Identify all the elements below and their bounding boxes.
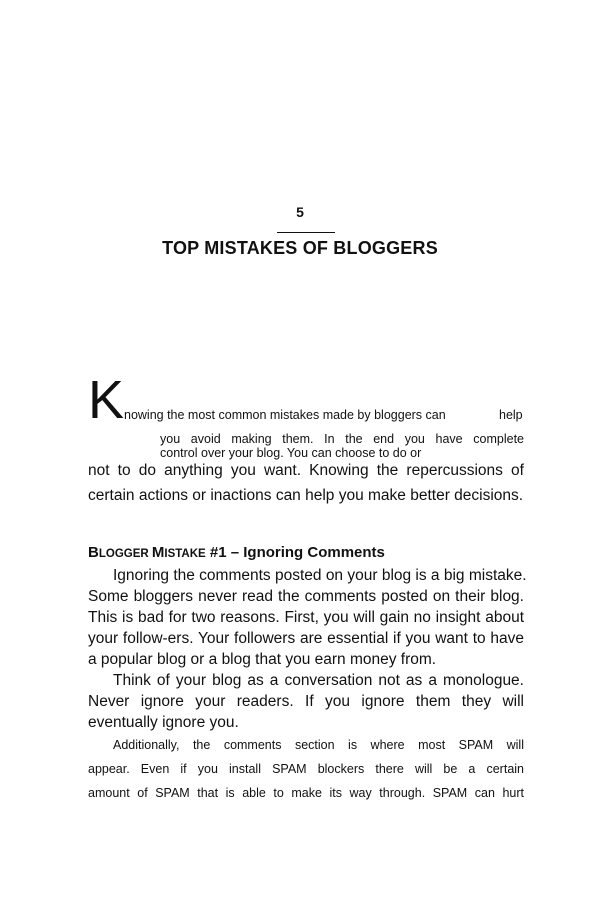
paragraph-3-line-2: appear. Even if you install SPAM blockers there will be a certain [88,762,524,776]
paragraph-1-line-2: Some bloggers never read the comments posted on their blog. [88,588,524,605]
heading-part-1: B [88,544,99,561]
heading-part-4: ISTAKE [164,548,206,560]
chapter-number: 5 [296,204,304,220]
heading-part-3: M [151,544,165,561]
paragraph-1-line-3: This is bad for two reasons. First, you will gain no insight about [88,609,524,626]
chapter-divider [277,232,335,233]
paragraph-1-line-1: Ignoring the comments posted on your blog is a big mistake. [113,567,527,584]
heading-part-5: #1 – Ignoring Comments [205,544,385,561]
paragraph-2-line-1: Think of your blog as a conversation not as a monologue. [113,672,524,689]
intro-line-1-end: help [499,408,523,422]
section-heading [88,544,385,561]
intro-line-3: control over your blog. You can choose to do or [160,446,422,460]
drop-cap-letter: K [88,370,125,430]
paragraph-2-line-2: Never ignore your readers. If you ignore them they will [88,693,524,710]
intro-line-1: nowing the most common mistakes made by bloggers can [124,408,446,422]
paragraph-3-line-1: Additionally, the comments section is where most SPAM will [113,738,524,752]
intro-line-2: you avoid making them. In the end you have complete [160,432,524,446]
paragraph-1-line-4: your follow-ers. Your followers are essential if you want to have [88,630,524,647]
paragraph-1-line-5: a popular blog or a blog that you earn money from. [88,651,437,668]
heading-part-2: LOGGER [98,548,152,560]
intro-line-4: not to do anything you want. Knowing the repercussions of [88,462,524,479]
paragraph-2-line-3: eventually ignore you. [88,714,239,731]
intro-line-5: certain actions or inactions can help you make better decisions. [88,487,524,504]
paragraph-3-line-3: amount of SPAM that is able to make its way through. SPAM can hurt [88,786,524,800]
chapter-title: TOP MISTAKES OF BLOGGERS [162,238,438,258]
